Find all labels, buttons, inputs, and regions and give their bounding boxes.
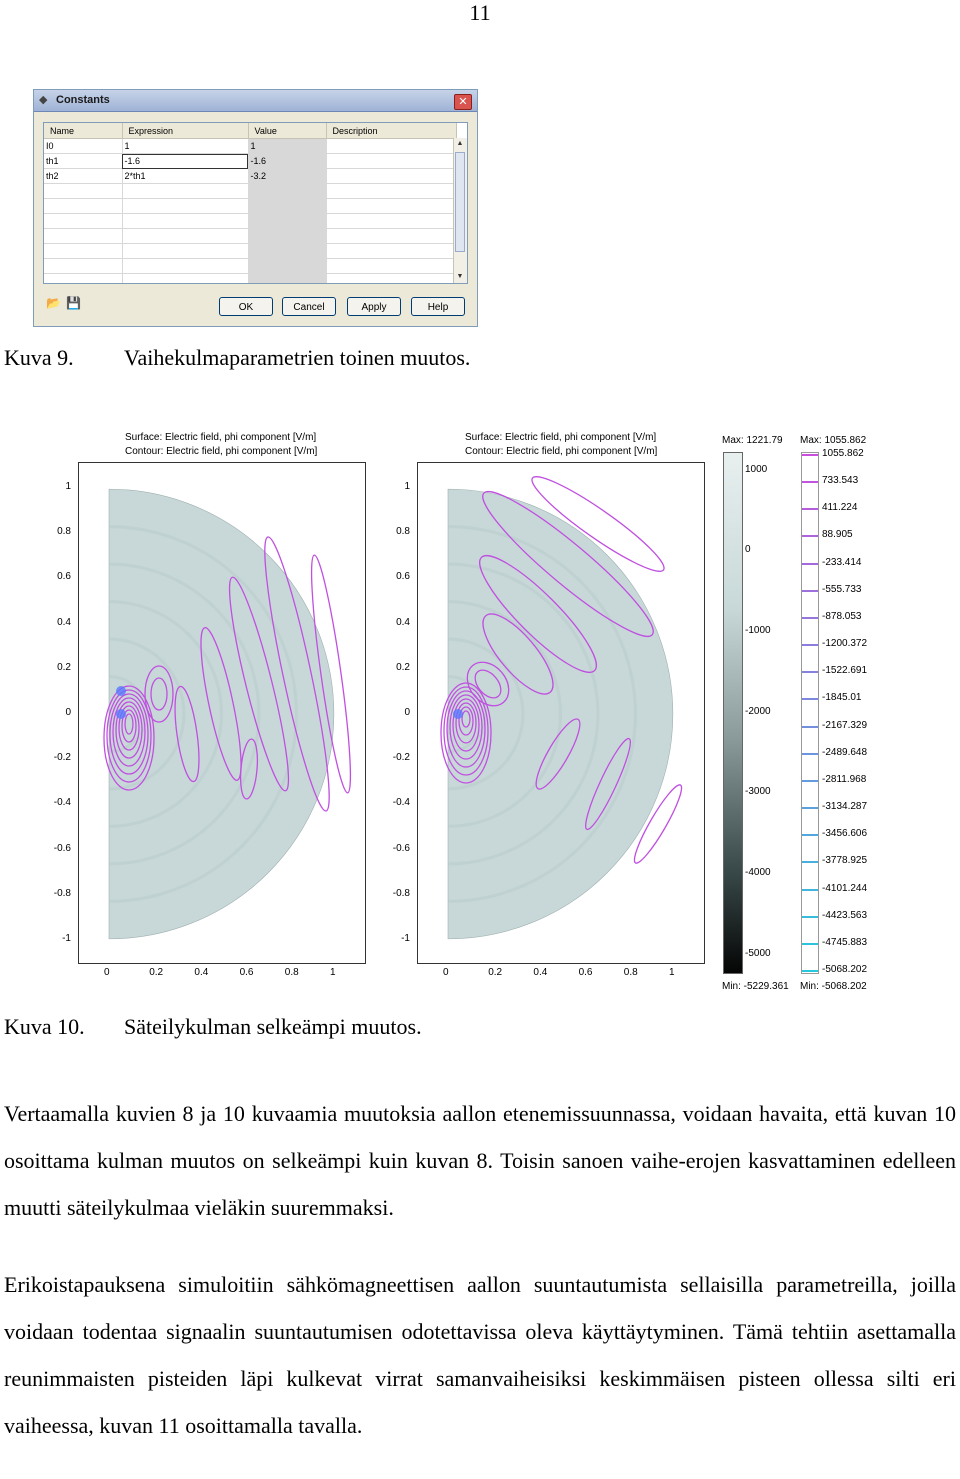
save-icon[interactable]: 💾	[66, 296, 81, 310]
page-number: 11	[469, 0, 491, 25]
cell-description[interactable]	[326, 259, 456, 274]
cell-expression[interactable]	[122, 199, 248, 214]
contour-level-swatch	[802, 807, 818, 809]
close-icon[interactable]: ✕	[454, 94, 472, 110]
scroll-down-icon[interactable]: ▼	[456, 273, 464, 280]
cell-expression[interactable]: 2*th1	[122, 169, 248, 184]
table-row[interactable]	[44, 184, 456, 199]
y-tick-label: 0.6	[396, 571, 410, 583]
colorbar-min-label: Min: -5229.361	[722, 981, 789, 992]
field-plot-svg	[79, 463, 365, 963]
table-row[interactable]	[44, 199, 456, 214]
column-header-description[interactable]: Description	[326, 123, 456, 139]
figure-text: Vaihekulmaparametrien toinen muutos.	[124, 345, 471, 370]
help-button[interactable]: Help	[411, 297, 465, 316]
x-tick-label: 1	[330, 967, 336, 978]
colorbar-tick-label: 1000	[745, 463, 768, 475]
cell-name[interactable]	[44, 274, 122, 285]
figure-9-caption	[4, 345, 470, 371]
cell-expression[interactable]	[122, 274, 248, 285]
constants-table	[43, 122, 468, 284]
table-row[interactable]	[44, 229, 456, 244]
cell-value	[248, 274, 326, 285]
contour-level-swatch	[802, 916, 818, 918]
field-plot-svg	[418, 463, 704, 963]
y-tick-label: -0.2	[53, 752, 71, 764]
y-tick-label: -0.8	[392, 887, 410, 899]
cell-description[interactable]	[326, 184, 456, 199]
y-tick-label: -1	[62, 933, 71, 944]
contour-level-swatch	[802, 698, 818, 700]
colorbar-tick-label: -878.053	[822, 610, 862, 622]
cell-name[interactable]	[44, 199, 122, 214]
vertical-scrollbar[interactable]	[453, 138, 467, 283]
colorbar-tick-label: -5068.202	[822, 964, 868, 975]
table-row[interactable]	[44, 169, 456, 184]
x-tick-label: 0.2	[149, 967, 164, 978]
cell-value	[248, 244, 326, 259]
cell-name[interactable]: th2	[44, 169, 122, 184]
cell-expression[interactable]	[122, 244, 248, 259]
source-point	[116, 709, 126, 719]
contour-level-swatch	[802, 943, 818, 945]
cell-expression[interactable]	[122, 229, 248, 244]
y-tick-label: 0.8	[396, 526, 410, 538]
cell-name[interactable]	[44, 214, 122, 229]
figure-label: Kuva 9.	[4, 345, 74, 370]
apply-button[interactable]: Apply	[347, 297, 401, 316]
cell-value: 1	[248, 139, 326, 154]
paragraph: Erikoistapauksena simuloitiin sähkömagneettisen aallon suuntautumista sellaisilla parametreilla, joilla voidaan todentaa signaalin suuntautumisen odotettavissa oleva käyttäytyminen. Tämä tehtiin asettamalla reunimmaisten pisteiden läpi kulkevat virrat samanvaiheisiksi keskimmäisen pisteen ollessa silti eri vaiheessa, kuvan 11 osoittamalla tavalla.	[4, 1272, 956, 1438]
contour-level-swatch	[802, 644, 818, 646]
y-tick-label: 0.4	[396, 616, 410, 628]
colorbar-max-label: Max: 1221.79	[722, 435, 783, 446]
colorbar-tick-label: -2489.648	[822, 746, 868, 758]
plot-subtitle: Contour: Electric field, phi component [V/m]	[125, 446, 318, 457]
colorbar-tick-label: -1000	[745, 625, 771, 637]
colorbar-tick-label: -3134.287	[822, 801, 868, 813]
y-tick-label: 0.4	[57, 616, 71, 628]
cell-value	[248, 214, 326, 229]
contour-level-swatch	[802, 535, 818, 537]
table-row[interactable]	[44, 139, 456, 154]
colorbar-tick-label: -555.733	[822, 583, 862, 595]
colorbar-tick-label: -3456.606	[822, 828, 868, 840]
cell-description[interactable]	[326, 214, 456, 229]
folder-open-icon[interactable]: 📂	[46, 296, 61, 310]
plot-subtitle: Contour: Electric field, phi component [V/m]	[465, 446, 658, 457]
table-row[interactable]	[44, 244, 456, 259]
table-row[interactable]	[44, 214, 456, 229]
figure-10	[0, 425, 960, 1000]
contour-level-swatch	[802, 970, 818, 972]
colorbar-tick-label: -4745.883	[822, 936, 868, 948]
colorbar-tick-label: 0	[745, 544, 751, 556]
plot-title: Surface: Electric field, phi component [V/m]	[125, 432, 317, 443]
x-tick-label: 0	[104, 967, 110, 978]
colorbar-tick-label: -4000	[745, 866, 771, 878]
y-tick-label: -1	[401, 933, 410, 944]
colorbar-tick-label: -3778.925	[822, 855, 868, 867]
cell-description[interactable]	[326, 274, 456, 285]
colorbar-tick-label: -5000	[745, 947, 771, 959]
plot-frame	[78, 462, 366, 964]
contour-level-swatch	[802, 508, 818, 510]
colorbar-tick-label: -2167.329	[822, 719, 868, 731]
contour-level-swatch	[802, 617, 818, 619]
contour-level-swatch	[802, 454, 818, 456]
cell-expression[interactable]	[122, 259, 248, 274]
cell-value: -1.6	[248, 154, 326, 169]
cell-value	[248, 229, 326, 244]
figure-label: Kuva 10.	[4, 1014, 85, 1039]
contour-level-swatch	[802, 889, 818, 891]
y-tick-label: 0.2	[57, 661, 71, 673]
cell-name[interactable]	[44, 244, 122, 259]
colorbar-tick-label: -233.414	[822, 556, 862, 568]
paragraph: Vertaamalla kuvien 8 ja 10 kuvaamia muutoksia aallon etenemissuunnassa, voidaan havaita, että kuvan 10 osoittama kulman muutos on selkeämpi kuin kuvan 8. Toisin sanoen vaihe-erojen kasvattaminen edelleen muutti säteilykulmaa vieläkin suuremmaksi.	[4, 1101, 956, 1220]
figure-10-caption	[4, 1014, 422, 1040]
colorbar-tick-label: -3000	[745, 786, 771, 798]
cell-description[interactable]	[326, 244, 456, 259]
y-tick-label: -0.6	[392, 842, 410, 854]
cell-description[interactable]	[326, 139, 456, 154]
colorbar-tick-label: -4423.563	[822, 909, 868, 921]
cell-name[interactable]: I0	[44, 139, 122, 154]
y-tick-label: -0.8	[53, 887, 71, 899]
column-header-name[interactable]: Name	[44, 123, 122, 139]
contour-level-swatch	[802, 671, 818, 673]
cell-expression[interactable]: -1.6	[122, 154, 248, 169]
y-tick-label: 1	[65, 481, 71, 492]
x-tick-label: 1	[669, 967, 675, 978]
x-tick-label: 0.6	[239, 967, 254, 978]
contour-level-swatch	[802, 481, 818, 483]
column-header-value[interactable]: Value	[248, 123, 326, 139]
x-tick-label: 0.4	[533, 967, 548, 978]
constants-dialog	[33, 89, 478, 327]
cell-expression[interactable]	[122, 214, 248, 229]
contour-level-swatch	[802, 726, 818, 728]
y-tick-label: -0.2	[392, 752, 410, 764]
colorbar-min-label: Min: -5068.202	[800, 981, 867, 992]
x-tick-label: 0.8	[623, 967, 638, 978]
cell-name[interactable]	[44, 229, 122, 244]
colorbar-tick-label: 733.543	[822, 475, 859, 487]
x-tick-label: 0	[443, 967, 449, 978]
scroll-up-icon[interactable]: ▲	[456, 140, 464, 147]
colorbar-tick-label: -2811.968	[822, 773, 867, 785]
y-tick-label: 0.2	[396, 661, 410, 673]
cell-name[interactable]: th1	[44, 154, 122, 169]
contour-level-swatch	[802, 861, 818, 863]
colorbar-tick-label: -2000	[745, 705, 771, 717]
source-point	[453, 709, 463, 719]
ok-button[interactable]: OK	[219, 297, 273, 316]
column-header-expression[interactable]: Expression	[122, 123, 248, 139]
scrollbar-thumb[interactable]	[455, 152, 465, 252]
cancel-button[interactable]: Cancel	[282, 297, 336, 316]
y-tick-label: 0.6	[57, 571, 71, 583]
plot-frame	[417, 462, 705, 964]
contour-level-swatch	[802, 753, 818, 755]
x-tick-label: 0.2	[488, 967, 503, 978]
surface-colorbar	[723, 452, 743, 974]
contour-level-swatch	[802, 563, 818, 565]
dialog-titlebar	[34, 90, 477, 112]
y-tick-label: 0	[404, 707, 410, 718]
y-tick-label: 1	[404, 481, 410, 492]
cell-value	[248, 199, 326, 214]
colorbar-tick-label: -1845.01	[822, 692, 862, 704]
figure-text: Säteilykulman selkeämpi muutos.	[124, 1014, 422, 1039]
colorbar-tick-label: 411.224	[822, 502, 858, 514]
table-row[interactable]	[44, 154, 456, 169]
contour-colorbar	[801, 452, 819, 974]
cell-value	[248, 184, 326, 199]
cell-description[interactable]	[326, 154, 456, 169]
dialog-title: Constants	[56, 94, 110, 106]
colorbar-tick-label: -1200.372	[822, 638, 868, 650]
x-tick-label: 0.4	[194, 967, 209, 978]
colorbar-tick-label: -1522.691	[822, 665, 868, 677]
cell-expression[interactable]: 1	[122, 139, 248, 154]
table-row[interactable]	[44, 259, 456, 274]
colorbar-max-label: Max: 1055.862	[800, 435, 867, 446]
x-tick-label: 0.8	[284, 967, 299, 978]
table-row[interactable]	[44, 274, 456, 285]
contour-level-swatch	[802, 834, 818, 836]
cell-expression[interactable]	[122, 184, 248, 199]
colorbar-tick-label: -4101.244	[822, 882, 868, 894]
y-tick-label: -0.4	[392, 797, 410, 809]
cell-description[interactable]	[326, 169, 456, 184]
constants-icon: ◆	[39, 94, 48, 106]
y-tick-label: -0.4	[53, 797, 71, 809]
contour-level-swatch	[802, 590, 818, 592]
y-tick-label: 0.8	[57, 526, 71, 538]
plot-title: Surface: Electric field, phi component [V/m]	[465, 432, 657, 443]
cell-value	[248, 259, 326, 274]
source-point	[116, 686, 126, 696]
y-tick-label: 0	[65, 707, 71, 718]
colorbar-tick-label: 88.905	[822, 529, 853, 541]
colorbar-tick-label: 1055.862	[822, 448, 864, 459]
y-tick-label: -0.6	[53, 842, 71, 854]
cell-value: -3.2	[248, 169, 326, 184]
x-tick-label: 0.6	[578, 967, 593, 978]
cell-name[interactable]	[44, 184, 122, 199]
contour-level-swatch	[802, 780, 818, 782]
cell-description[interactable]	[326, 199, 456, 214]
cell-description[interactable]	[326, 229, 456, 244]
body-text	[4, 1090, 956, 1449]
cell-name[interactable]	[44, 259, 122, 274]
